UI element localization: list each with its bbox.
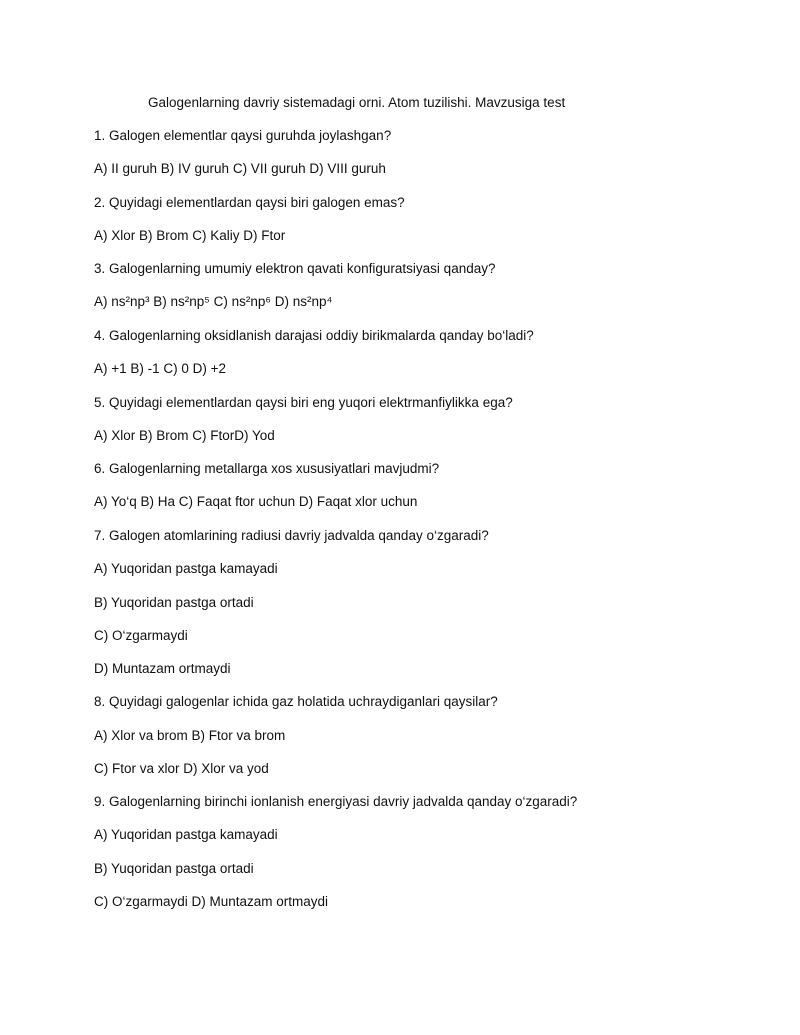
question-7: 7. Galogen atomlarining radiusi davriy jadvalda qanday o‘zgaradi? [94, 528, 489, 543]
question-9: 9. Galogenlarning birinchi ionlanish energiyasi davriy jadvalda qanday o‘zgaradi? [94, 794, 578, 809]
answers-4: A) +1 B) -1 C) 0 D) +2 [94, 361, 227, 376]
answers-1: A) II guruh B) IV guruh C) VII guruh D) VIII guruh [94, 161, 386, 176]
answer-9b: B) Yuqoridan pastga ortadi [94, 861, 254, 876]
question-6: 6. Galogenlarning metallarga xos xususiyatlari mavjudmi? [94, 461, 440, 476]
answers-3: A) ns²np³ B) ns²np⁵ C) ns²np⁶ D) ns²np⁴ [94, 294, 333, 309]
answer-7b: B) Yuqoridan pastga ortadi [94, 595, 254, 610]
question-2: 2. Quyidagi elementlardan qaysi biri galogen emas? [94, 195, 405, 210]
question-8: 8. Quyidagi galogenlar ichida gaz holatida uchraydiganlari qaysilar? [94, 694, 498, 709]
answers-8-cd: C) Ftor va xlor D) Xlor va yod [94, 761, 269, 776]
answer-9a: A) Yuqoridan pastga kamayadi [94, 827, 278, 842]
answers-2: A) Xlor B) Brom C) Kaliy D) Ftor [94, 228, 286, 243]
question-3: 3. Galogenlarning umumiy elektron qavati konfiguratsiyasi qanday? [94, 261, 496, 276]
document-title: Galogenlarning davriy sistemadagi orni. Atom tuzilishi. Mavzusiga test [148, 95, 566, 110]
question-4: 4. Galogenlarning oksidlanish darajasi oddiy birikmalarda qanday bo‘ladi? [94, 328, 534, 343]
answer-7c: C) O‘zgarmaydi [94, 628, 188, 643]
answers-8-ab: A) Xlor va brom B) Ftor va brom [94, 728, 286, 743]
answer-7a: A) Yuqoridan pastga kamayadi [94, 561, 278, 576]
question-5: 5. Quyidagi elementlardan qaysi biri eng yuqori elektrmanfiylikka ega? [94, 395, 513, 410]
answers-5: A) Xlor B) Brom C) FtorD) Yod [94, 428, 275, 443]
question-1: 1. Galogen elementlar qaysi guruhda joylashgan? [94, 128, 392, 143]
answers-6: A) Yo‘q B) Ha C) Faqat ftor uchun D) Faqat xlor uchun [94, 494, 418, 509]
answers-9-cd: C) O‘zgarmaydi D) Muntazam ortmaydi [94, 894, 329, 909]
answer-7d: D) Muntazam ortmaydi [94, 661, 231, 676]
